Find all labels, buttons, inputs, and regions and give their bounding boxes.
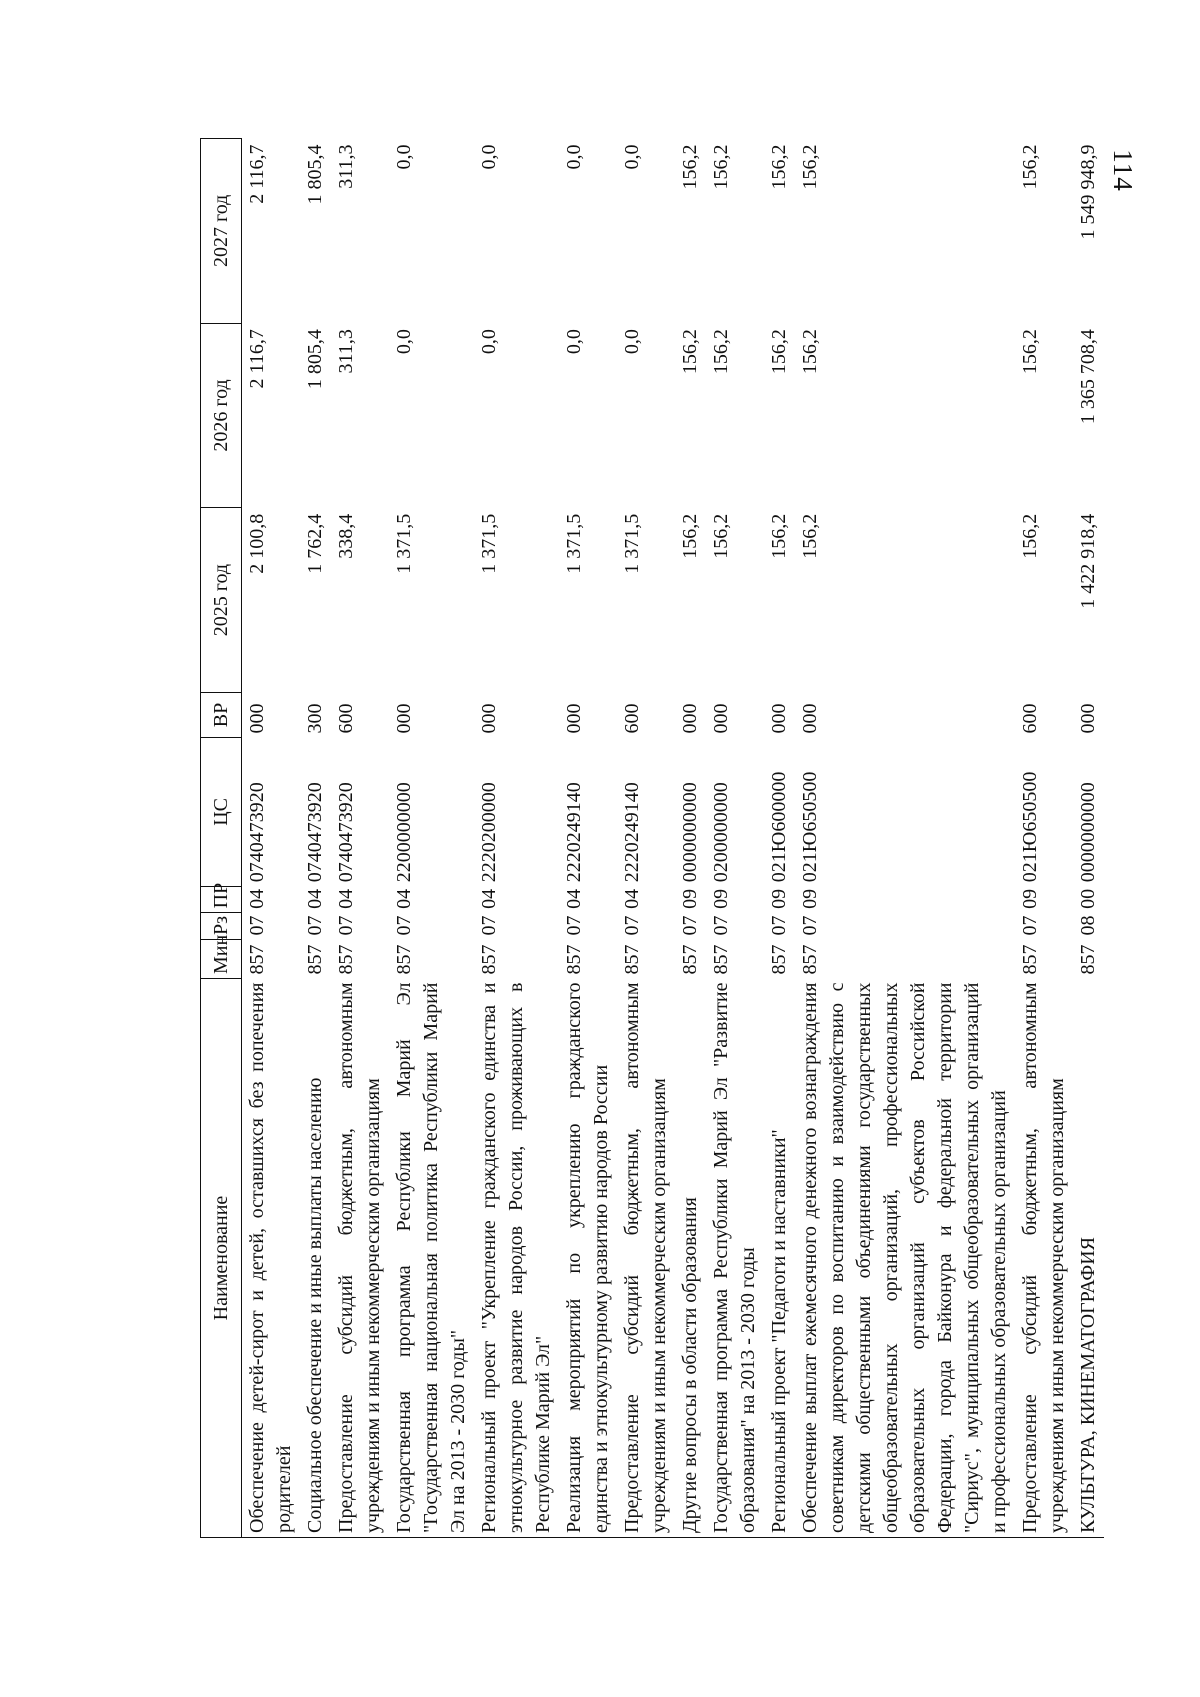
cell-vr: 600 [1019,703,1041,734]
cell-y2026: 0,0 [563,329,585,355]
table-row [675,139,706,1538]
cell-cs: 0200000000 [710,782,732,883]
header-min: Мин [201,940,242,979]
table-row [1073,139,1104,1538]
cell-cs: 2220249140 [563,782,585,883]
cell-y2026: 0,0 [478,329,500,355]
cell-y2026: 0,0 [393,329,415,355]
cell-y2027: 156,2 [1019,144,1041,190]
cell-rz: 07 [304,915,326,936]
cell-min: 857 [621,944,643,975]
cell-name: КУЛЬТУРА, КИНЕМАТОГРАФИЯ [1073,979,1104,1538]
cell-min: 857 [1077,944,1099,975]
cell-min: 857 [768,944,790,975]
cell-y2026: 1 805,4 [304,329,326,390]
cell-y2026: 156,2 [710,329,732,375]
cell-name: Предоставление субсидий бюджетным, автономным учреждениям и иным некоммерческим организациям [1015,979,1073,1538]
cell-name: Предоставление субсидий бюджетным, автономным учреждениям и иным некоммерческим организациям [331,979,389,1538]
table-row [300,139,331,1538]
cell-y2025: 1 371,5 [563,513,585,574]
cell-vr: 300 [304,703,326,734]
cell-cs: 0740473920 [246,782,268,883]
cell-y2027: 0,0 [478,144,500,170]
cell-y2027: 156,2 [710,144,732,190]
cell-y2026: 0,0 [621,329,643,355]
cell-name: Региональный проект "Укрепление гражданского единства и этнокультурное развитие народов России, проживающих в Республике Марий Эл" [474,979,559,1538]
cell-pr: 09 [710,888,732,909]
cell-cs: 0000000000 [679,782,701,883]
cell-y2025: 1 371,5 [621,513,643,574]
cell-pr: 04 [246,888,268,909]
cell-y2026: 2 116,7 [246,329,268,389]
cell-y2025: 1 371,5 [393,513,415,574]
cell-min: 857 [246,944,268,975]
cell-cs: 0740473920 [304,782,326,883]
cell-y2025: 2 100,8 [246,513,268,574]
cell-vr: 000 [563,703,585,734]
cell-name: Реализация мероприятий по укреплению гражданского единства и этнокультурному развитию народов России [559,979,617,1538]
cell-cs: 021Ю600000 [768,771,790,883]
table-row [474,139,559,1538]
cell-cs: 0000000000 [1077,782,1099,883]
cell-cs: 021Ю650500 [1019,771,1041,883]
cell-rz: 07 [710,915,732,936]
cell-min: 857 [304,944,326,975]
cell-rz: 07 [1019,915,1041,936]
cell-y2027: 1 805,4 [304,144,326,205]
cell-vr: 000 [1077,703,1099,734]
cell-pr: 04 [478,888,500,909]
header-cs: ЦС [201,738,242,887]
cell-rz: 07 [563,915,585,936]
cell-y2025: 156,2 [710,513,732,559]
cell-vr: 000 [710,703,732,734]
cell-y2025: 1 422 918,4 [1077,513,1099,609]
cell-pr: 00 [1077,888,1099,909]
cell-vr: 600 [621,703,643,734]
cell-y2027: 2 116,7 [246,144,268,204]
cell-rz: 07 [478,915,500,936]
cell-cs: 0740473920 [335,782,357,883]
cell-rz: 08 [1077,915,1099,936]
table-row [389,139,474,1538]
table-row [1015,139,1073,1538]
cell-pr: 09 [679,888,701,909]
cell-y2027: 0,0 [621,144,643,170]
cell-name: Государственная программа Республики Марий Эл "Государственная национальная политика Республики Марий Эл на 2013 - 2030 годы" [389,979,474,1538]
header-2025: 2025 год [201,508,242,693]
cell-y2025: 156,2 [799,513,821,559]
cell-rz: 07 [393,915,415,936]
cell-y2025: 156,2 [1019,513,1041,559]
cell-pr: 04 [621,888,643,909]
table-row [559,139,617,1538]
cell-min: 857 [563,944,585,975]
cell-min: 857 [1019,944,1041,975]
cell-pr: 09 [799,888,821,909]
header-pr: ПР [201,886,242,913]
cell-name: Обеспечение выплат ежемесячного денежного вознаграждения советникам директоров по воспитанию и взаимодействию с детскими общественными объединениями государственных общеобразовательных организаций, профессиональных образовательных организаций субъектов Российской Федерации, города Байконура и федеральной территории "Сириус", муниципальных общеобразовательных организаций и профессиональных образовательных организаций [795,979,1015,1538]
cell-y2026: 1 365 708,4 [1077,329,1099,425]
cell-vr: 000 [768,703,790,734]
cell-name: Другие вопросы в области образования [675,979,706,1538]
cell-y2027: 1 549 948,9 [1077,144,1099,240]
table-body [242,139,1105,1538]
header-2026: 2026 год [201,323,242,508]
cell-cs: 021Ю650500 [799,771,821,883]
cell-cs: 2220249140 [621,782,643,883]
cell-name: Региональный проект "Педагоги и наставники" [764,979,795,1538]
cell-min: 857 [478,944,500,975]
cell-y2027: 0,0 [563,144,585,170]
cell-rz: 07 [768,915,790,936]
cell-min: 857 [393,944,415,975]
cell-cs: 2200000000 [393,782,415,883]
cell-name: Социальное обеспечение и иные выплаты населению [300,979,331,1538]
cell-vr: 000 [799,703,821,734]
cell-name: Предоставление субсидий бюджетным, автономным учреждениям и иным некоммерческим организациям [617,979,675,1538]
cell-y2025: 338,4 [335,513,357,559]
cell-name: Государственная программа Республики Марий Эл "Развитие образования" на 2013 - 2030 годы [706,979,764,1538]
cell-y2025: 156,2 [679,513,701,559]
cell-pr: 04 [304,888,326,909]
table-row [795,139,1015,1538]
cell-min: 857 [799,944,821,975]
cell-rz: 07 [246,915,268,936]
table-row [706,139,764,1538]
cell-y2025: 156,2 [768,513,790,559]
cell-pr: 04 [335,888,357,909]
cell-name: Обеспечение детей-сирот и детей, оставшихся без попечения родителей [242,979,301,1538]
cell-y2027: 311,3 [335,144,357,189]
cell-rz: 07 [621,915,643,936]
cell-y2027: 0,0 [393,144,415,170]
cell-y2027: 156,2 [768,144,790,190]
header-vr: ВР [201,692,242,737]
cell-min: 857 [710,944,732,975]
cell-vr: 000 [393,703,415,734]
cell-vr: 000 [478,703,500,734]
cell-y2027: 156,2 [799,144,821,190]
cell-y2026: 311,3 [335,329,357,374]
cell-y2026: 156,2 [679,329,701,375]
table-row [242,139,301,1538]
cell-pr: 09 [1019,888,1041,909]
cell-y2026: 156,2 [1019,329,1041,375]
cell-rz: 07 [679,915,701,936]
cell-y2026: 156,2 [768,329,790,375]
cell-y2026: 156,2 [799,329,821,375]
cell-vr: 600 [335,703,357,734]
cell-min: 857 [679,944,701,975]
cell-pr: 04 [563,888,585,909]
table-row [764,139,795,1538]
table-row [617,139,675,1538]
cell-rz: 07 [799,915,821,936]
cell-rz: 07 [335,915,357,936]
table-header-row [201,139,242,1538]
header-name: Наименование [201,979,242,1538]
cell-y2025: 1 762,4 [304,513,326,574]
budget-table [200,138,1104,1538]
rotated-table-container [200,138,1099,1538]
header-rz: Рз [201,913,242,940]
cell-vr: 000 [679,703,701,734]
cell-y2025: 1 371,5 [478,513,500,574]
cell-vr: 000 [246,703,268,734]
page-number: 114 [1107,149,1138,192]
cell-y2027: 156,2 [679,144,701,190]
cell-min: 857 [335,944,357,975]
cell-cs: 2220200000 [478,782,500,883]
cell-pr: 04 [393,888,415,909]
table-row [331,139,389,1538]
header-2027: 2027 год [201,139,242,324]
cell-pr: 09 [768,888,790,909]
